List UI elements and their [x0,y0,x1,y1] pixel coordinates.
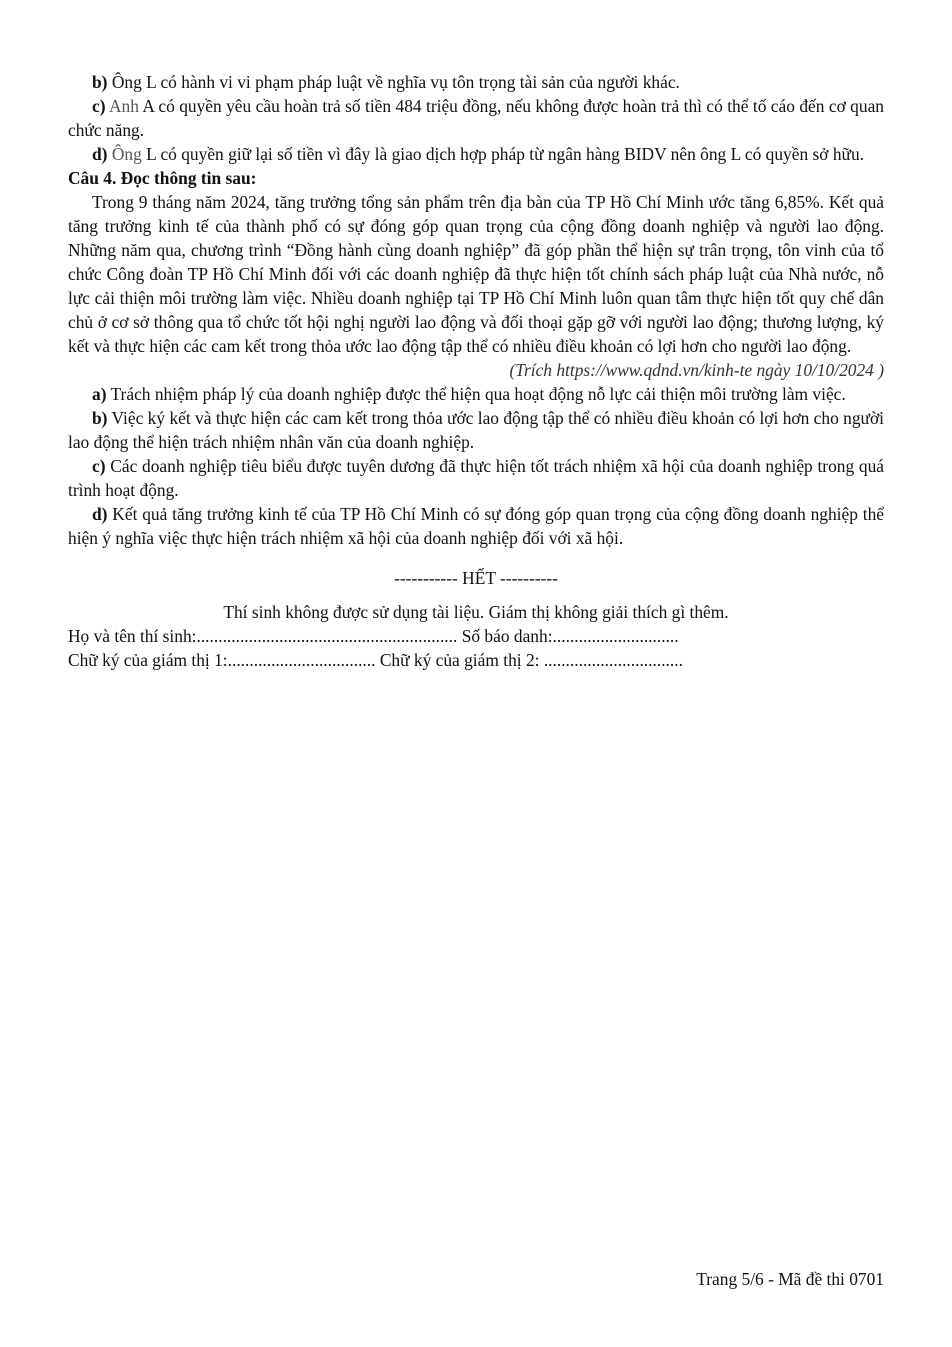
item-label: d) [92,144,108,164]
q4-item-a [68,382,884,406]
item-lead: Anh [108,96,139,116]
item-label: d) [92,504,108,524]
q4-item-c [68,454,884,502]
invigilator-2-signature: Chữ ký của giám thị 2: ................................ [379,650,683,670]
candidate-info-row [68,624,884,648]
item-label: b) [92,408,108,428]
item-text: Trách nhiệm pháp lý của doanh nghiệp được thể hiện qua hoạt động nỗ lực cải thiện môi trường làm việc. [110,384,846,404]
item-label: c) [92,456,106,476]
prev-item-b [68,70,884,94]
item-lead: Ông [111,144,142,164]
signature-row [68,648,884,672]
prev-item-c [68,94,884,142]
item-text: Kết quả tăng trưởng kinh tế của TP Hồ Chí Minh có sự đóng góp quan trọng của cộng đồng doanh nghiệp thể hiện ý nghĩa việc thực hiện trách nhiệm xã hội của doanh nghiệp đối với xã hội. [68,504,884,548]
item-label: c) [92,96,106,116]
question-4-passage: Trong 9 tháng năm 2024, tăng trưởng tổng sản phẩm trên địa bàn của TP Hồ Chí Minh ước tăng 6,85%. Kết quả tăng trưởng kinh tế của thành phố có sự đóng góp quan trọng của cộng đồng doanh nghiệp và người lao động. Những năm qua, chương trình “Đồng hành cùng doanh nghiệp” đã góp phần thể hiện sự trân trọng, tôn vinh của tổ chức Công đoàn TP Hồ Chí Minh đối với các doanh nghiệp đã thực hiện tốt chính sách pháp luật của Nhà nước, nỗ lực cải thiện môi trường làm việc. Nhiều doanh nghiệp tại TP Hồ Chí Minh luôn quan tâm thực hiện tốt quy chế dân chủ ở cơ sở thông qua tổ chức tốt hội nghị người lao động và đối thoại gặp gỡ với người lao động; thương lượng, ký kết và thực hiện các cam kết trong thỏa ước lao động tập thể có nhiều điều khoản có lợi hơn cho người lao động. [68,192,884,356]
item-label: a) [92,384,107,404]
q4-item-b [68,406,884,454]
candidate-id-field: Số báo danh:............................. [461,626,679,646]
question-4-title: Câu 4. Đọc thông tin sau: [68,168,257,188]
item-text: A có quyền yêu cầu hoàn trả số tiền 484 triệu đồng, nếu không được hoàn trả thì có thể tố cáo đến cơ quan chức năng. [68,96,884,140]
q4-item-d [68,502,884,550]
end-mark: ----------- HẾT ---------- [394,568,558,588]
exam-page [68,70,884,672]
item-text: Ông L có hành vi vi phạm pháp luật về nghĩa vụ tôn trọng tài sản của người khác. [111,72,680,92]
exam-note: Thí sinh không được sử dụng tài liệu. Giám thị không giải thích gì thêm. [223,602,729,622]
item-label: b) [92,72,108,92]
page-footer: Trang 5/6 - Mã đề thi 0701 [696,1269,884,1289]
candidate-name-field: Họ và tên thí sinh:............................................................ [68,626,458,646]
invigilator-1-signature: Chữ ký của giám thị 1:.................................. [68,650,376,670]
item-text: Việc ký kết và thực hiện các cam kết trong thỏa ước lao động tập thể có nhiều điều khoản có lợi hơn cho người lao động thể hiện trách nhiệm nhân văn của doanh nghiệp. [68,408,884,452]
prev-item-d [68,142,884,166]
item-text: L có quyền giữ lại số tiền vì đây là giao dịch hợp pháp từ ngân hàng BIDV nên ông L có quyền sở hữu. [146,144,864,164]
item-text: Các doanh nghiệp tiêu biểu được tuyên dương đã thực hiện tốt trách nhiệm xã hội của doanh nghiệp trong quá trình hoạt động. [68,456,884,500]
passage-source: (Trích https://www.qdnd.vn/kinh-te ngày 10/10/2024 ) [509,360,884,380]
